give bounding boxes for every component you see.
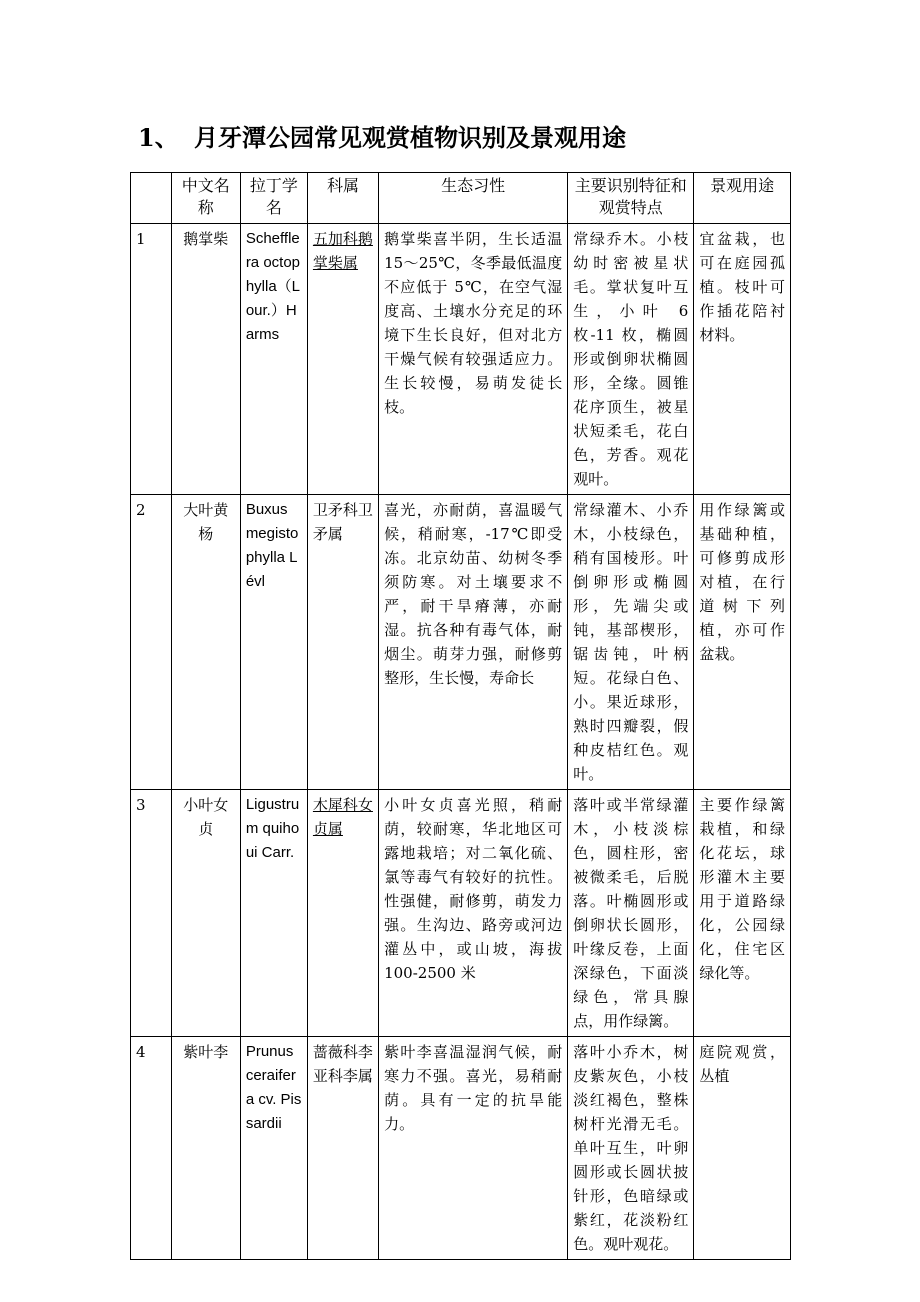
row-index: 4: [131, 1037, 172, 1260]
row-identification: 落叶小乔木，树皮紫灰色，小枝淡红褐色，整株树杆光滑无毛。单叶互生，叶卵圆形或长圆状披针形，色暗绿或紫红，花淡粉红色。观叶观花。: [568, 1037, 694, 1260]
row-index: 1: [131, 224, 172, 495]
row-landscape-use: 用作绿篱或基础种植，可修剪成形对植，在行道树下列植，亦可作盆栽。: [694, 495, 791, 790]
row-latin-name: Ligustrum quihoui Carr.: [240, 790, 307, 1037]
row-family: 卫矛科卫矛属: [307, 495, 378, 790]
row-ecology: 小叶女贞喜光照，稍耐荫，较耐寒，华北地区可露地栽培；对二氧化硫、氯等毒气有较好的抗性。性强健，耐修剪，萌发力强。生沟边、路旁或河边灌丛中，或山坡，海拔 100-2500 米: [379, 790, 568, 1037]
title-number: 1、: [138, 123, 179, 152]
row-landscape-use: 主要作绿篱栽植，和绿化花坛，球形灌木主要用于道路绿化，公园绿化，住宅区绿化等。: [694, 790, 791, 1037]
row-latin-name: Buxus megistophylla Lévl: [240, 495, 307, 790]
header-ecology: 生态习性: [379, 173, 568, 224]
table-row: [131, 1037, 791, 1260]
row-index: 2: [131, 495, 172, 790]
plant-table: [130, 172, 791, 1260]
row-family: 五加科鹅掌柴属: [307, 224, 378, 495]
row-chinese-name: 鹅掌柴: [171, 224, 240, 495]
header-chinese-name: 中文名称: [171, 173, 240, 224]
table-header-row: [131, 173, 791, 224]
row-chinese-name: 大叶黄杨: [171, 495, 240, 790]
row-latin-name: Prunus ceraifera cv. Pissardii: [240, 1037, 307, 1260]
row-identification: 落叶或半常绿灌木，小枝淡棕色，圆柱形，密被微柔毛，后脱落。叶椭圆形或倒卵状长圆形，叶缘反卷，上面深绿色，下面淡绿色，常具腺点，用作绿篱。: [568, 790, 694, 1037]
row-identification: 常绿乔木。小枝幼时密被星状毛。掌状复叶互生，小叶 6 枚-11 枚，椭圆形或倒卵状椭圆形，全缘。圆锥花序顶生，被星状短柔毛，花白色，芳香。观花观叶。: [568, 224, 694, 495]
table-row: [131, 495, 791, 790]
row-index: 3: [131, 790, 172, 1037]
title-text: 月牙潭公园常见观赏植物识别及景观用途: [194, 123, 626, 152]
row-landscape-use: 庭院观赏，丛植: [694, 1037, 791, 1260]
row-chinese-name: 紫叶李: [171, 1037, 240, 1260]
header-identification: 主要识别特征和观赏特点: [568, 173, 694, 224]
header-landscape-use: 景观用途: [694, 173, 791, 224]
header-latin-name: 拉丁学名: [240, 173, 307, 224]
page-title: [138, 118, 626, 153]
row-landscape-use: 宜盆栽，也可在庭园孤植。枝叶可作插花陪衬材料。: [694, 224, 791, 495]
row-family: 木犀科女贞属: [307, 790, 378, 1037]
row-family: 蔷薇科李亚科李属: [307, 1037, 378, 1260]
row-latin-name: Schefflera octophylla（Lour.）Harms: [240, 224, 307, 495]
row-identification: 常绿灌木、小乔木，小枝绿色，稍有国棱形。叶倒卵形或椭圆形，先端尖或钝，基部楔形，锯齿钝，叶柄短。花绿白色、小。果近球形，熟时四瓣裂，假种皮桔红色。观叶。: [568, 495, 694, 790]
row-ecology: 紫叶李喜温湿润气候，耐寒力不强。喜光，易稍耐荫。具有一定的抗旱能力。: [379, 1037, 568, 1260]
table-row: [131, 790, 791, 1037]
row-chinese-name: 小叶女贞: [171, 790, 240, 1037]
header-index: [131, 173, 172, 224]
header-family: 科属: [307, 173, 378, 224]
row-ecology: 喜光，亦耐荫，喜温暖气候，稍耐寒，-17℃即受冻。北京幼苗、幼树冬季须防寒。对土壤要求不严，耐干旱瘠薄，亦耐湿。抗各种有毒气体，耐烟尘。萌芽力强，耐修剪整形，生长慢，寿命长: [379, 495, 568, 790]
table-row: [131, 224, 791, 495]
row-ecology: 鹅掌柴喜半阴，生长适温 15～25℃，冬季最低温度不应低于 5℃，在空气湿度高、土壤水分充足的环境下生长良好，但对北方干燥气候有较强适应力。生长较慢，易萌发徒长枝。: [379, 224, 568, 495]
